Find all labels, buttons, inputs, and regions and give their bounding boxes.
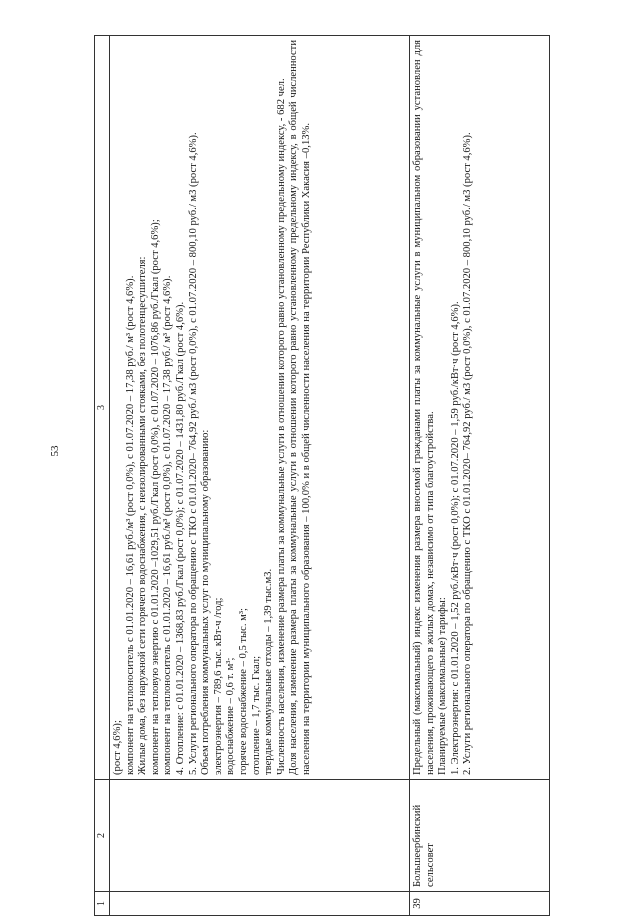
text-line: горячее водоснабжение – 0,5 тыс. м³; xyxy=(237,608,249,775)
text-line: 1. Электроэнергия: с 01.01.2020 – 1,52 руб./кВт·ч (рост 0,0%); с 01.07.2020 – 1,59 руб./кВт·ч (рост 4,6%). xyxy=(449,301,461,775)
text-line: водоснабжение – 0,6 т. м³; xyxy=(225,657,237,775)
text-line: Предельный (максимальный) индекс изменения размера вносимой гражданами платы за коммунальные услуги в муниципальном образовании установлен для населения, проживающего в жилых домах, независимо от типа благоустройства. xyxy=(412,40,436,775)
text-line: электроэнергия – 789,6 тыс. кВт-ч /год; xyxy=(212,597,224,775)
row-number-cell: 39 xyxy=(410,892,550,916)
header-col-2: 2 xyxy=(95,780,110,892)
header-col-3: 3 xyxy=(95,36,110,780)
text-line: Объем потребления коммунальных услуг по муниципальному образованию: xyxy=(200,429,212,775)
municipality-cell xyxy=(110,780,410,892)
rotated-table-sheet xyxy=(94,36,550,916)
text-line: 5. Услуги регионального оператора по обращению с ТКО с 01.01.2020– 764,92 руб./ м3 (рост 0,0%), с 01.07.2020 – 800,10 руб./ м3 (рост 4,6%). xyxy=(187,132,199,775)
text-line: твердые коммунальные отходы – 1,39 тыс.м3. xyxy=(263,568,275,775)
text-line: отопление – 1,7 тыс. Гкал; xyxy=(250,655,262,775)
description-cell xyxy=(110,36,410,780)
text-line: компонент на теплоноситель с 01.01.2020 – 16,61 руб./м³ (рост 0,0%), с 01.07.2020 – 17,38 руб./ м³ (рост 4,6%). xyxy=(162,275,174,775)
table-row xyxy=(110,36,410,916)
tariff-table xyxy=(94,35,550,916)
table-row xyxy=(410,36,550,916)
text-line: Доля населения, изменение размера платы за коммунальные услуги в отношении которого равно установленному предельному индексу, в общей численности населения на территории муниципального образования – 100,0% и в общей численности населения на территории Республики Хакасия –0,13%. xyxy=(288,40,312,775)
text-line: 4. Отопление: с 01.01.2020 – 1368,83 руб./Гкал (рост 0,0%); с 01.07.2020 – 1431,80 руб./Гкал (рост 4,6%). xyxy=(174,301,186,775)
header-row xyxy=(95,36,110,916)
header-col-1: 1 xyxy=(95,892,110,916)
municipality-cell: Большеербинский сельсовет xyxy=(410,780,550,892)
text-line: 2. Услуги регионального оператора по обращению с ТКО с 01.01.2020– 764,92 руб./ м3 (рост 0,0%), с 01.07.2020 – 800,10 руб./ м3 (рост 4,6%). xyxy=(462,132,474,775)
text-line: Жилые дома, без наружной сети горячего водоснабжения, с неизолированными стояками, без полотенцесушителя: xyxy=(137,256,149,775)
text-line: компонент на тепловую энергию с 01.01.2020 –1029,51 руб./Гкал (рост 0,0%), с 01.07.2020 – 1076,86 руб./Гкал (рост 4,6%); xyxy=(149,219,161,775)
text-line: компонент на теплоноситель с 01.01.2020 – 16,61 руб./м³ (рост 0,0%), с 01.07.2020 – 17,38 руб./ м³ (рост 4,6%). xyxy=(124,275,136,775)
row-number-cell xyxy=(110,892,410,916)
page-number: 53 xyxy=(49,445,61,457)
description-cell xyxy=(410,36,550,780)
text-line: Численность населения, изменение размера платы за коммунальные услуги в отношении которого равно установленному предельному индексу, - 682 чел. xyxy=(275,78,287,775)
text-line: (рост 4,6%); xyxy=(112,720,123,775)
text-line: Планируемые (максимальные) тарифы: xyxy=(437,597,449,775)
